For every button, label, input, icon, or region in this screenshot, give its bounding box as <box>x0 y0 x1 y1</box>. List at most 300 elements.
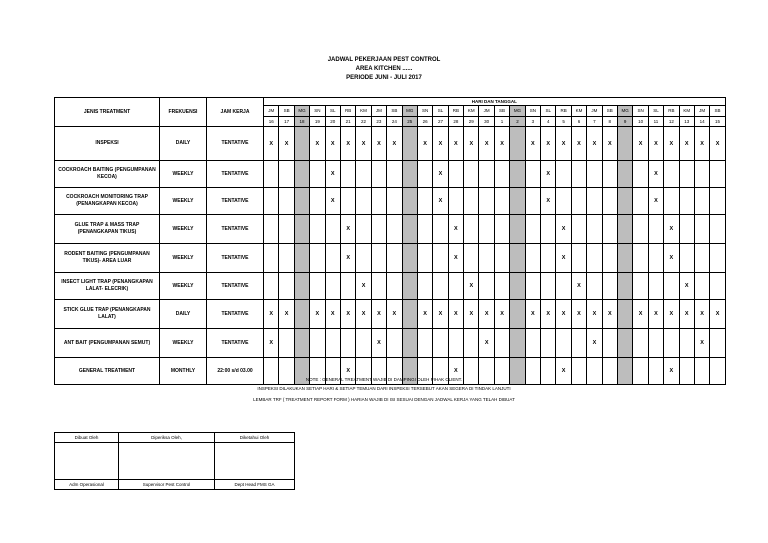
schedule-mark: X <box>387 127 402 161</box>
date-cell: 13 <box>679 116 694 126</box>
schedule-cell <box>525 188 540 215</box>
schedule-mark: X <box>264 329 279 358</box>
checked-by-label: Diperiksa Oleh, <box>119 433 215 443</box>
schedule-mark: X <box>448 244 463 273</box>
schedule-cell <box>633 161 648 188</box>
schedule-cell <box>479 161 494 188</box>
date-cell: 18 <box>294 116 309 126</box>
date-cell: 20 <box>325 116 340 126</box>
day-name-cell: MG <box>617 106 632 116</box>
treatment-frequency: WEEKLY <box>160 215 207 244</box>
treatment-jam-kerja: TENTATIVE <box>207 273 264 300</box>
schedule-mark: X <box>664 127 679 161</box>
schedule-mark: X <box>325 161 340 188</box>
schedule-cell <box>556 161 571 188</box>
date-cell: 9 <box>617 116 632 126</box>
schedule-mark: X <box>541 300 556 329</box>
schedule-cell <box>648 329 663 358</box>
schedule-mark: X <box>602 300 617 329</box>
schedule-cell <box>294 244 309 273</box>
schedule-mark: X <box>556 215 571 244</box>
schedule-mark: X <box>664 244 679 273</box>
date-cell: 15 <box>710 116 725 126</box>
day-name-cell: RB <box>556 106 571 116</box>
schedule-cell <box>556 273 571 300</box>
schedule-cell <box>448 329 463 358</box>
schedule-cell <box>679 161 694 188</box>
schedule-mark: X <box>479 300 494 329</box>
date-cell: 10 <box>633 116 648 126</box>
schedule-mark: X <box>371 329 386 358</box>
schedule-cell <box>679 188 694 215</box>
schedule-mark: X <box>340 127 355 161</box>
schedule-cell <box>310 273 325 300</box>
schedule-cell <box>710 273 725 300</box>
date-cell: 16 <box>264 116 279 126</box>
day-name-cell: SN <box>417 106 432 116</box>
schedule-cell <box>510 273 525 300</box>
treatment-row <box>55 127 726 161</box>
schedule-mark: X <box>710 127 725 161</box>
schedule-cell <box>479 215 494 244</box>
schedule-cell <box>617 273 632 300</box>
schedule-mark: X <box>340 215 355 244</box>
schedule-cell <box>294 329 309 358</box>
schedule-mark: X <box>494 127 509 161</box>
schedule-mark: X <box>417 127 432 161</box>
schedule-mark: X <box>417 300 432 329</box>
day-name-cell: SB <box>279 106 294 116</box>
signature-space-row <box>55 443 295 480</box>
schedule-mark: X <box>679 127 694 161</box>
schedule-cell <box>694 188 709 215</box>
schedule-cell <box>340 188 355 215</box>
col-treatment-header: JENIS TREATMENT <box>55 98 160 127</box>
schedule-cell <box>325 273 340 300</box>
treatment-name: GLUE TRAP & MASS TRAP (PENANGKAPAN TIKUS) <box>55 215 160 244</box>
schedule-mark: X <box>479 329 494 358</box>
schedule-cell <box>387 273 402 300</box>
schedule-mark: X <box>664 215 679 244</box>
known-by-signature-space <box>215 443 295 480</box>
made-by-role: Adm Operasional <box>55 480 119 490</box>
schedule-cell <box>556 188 571 215</box>
schedule-cell <box>664 273 679 300</box>
day-name-cell: SB <box>387 106 402 116</box>
treatment-name: COCKROACH MONITORING TRAP (PENANGKAPAN KECOA) <box>55 188 160 215</box>
schedule-mark: X <box>648 300 663 329</box>
schedule-cell <box>679 215 694 244</box>
treatment-frequency: DAILY <box>160 300 207 329</box>
schedule-cell <box>479 273 494 300</box>
schedule-mark: X <box>541 161 556 188</box>
schedule-cell <box>664 188 679 215</box>
schedule-mark: X <box>448 358 463 385</box>
schedule-mark: X <box>556 127 571 161</box>
treatment-row <box>55 215 726 244</box>
schedule-mark: X <box>664 300 679 329</box>
schedule-mark: X <box>541 188 556 215</box>
schedule-cell <box>402 188 417 215</box>
schedule-mark: X <box>525 300 540 329</box>
schedule-table <box>54 97 726 385</box>
schedule-mark: X <box>340 300 355 329</box>
schedule-mark: X <box>648 127 663 161</box>
schedule-cell <box>356 161 371 188</box>
schedule-cell <box>264 215 279 244</box>
date-cell: 23 <box>371 116 386 126</box>
schedule-cell <box>510 127 525 161</box>
treatment-jam-kerja: TENTATIVE <box>207 127 264 161</box>
date-cell: 28 <box>448 116 463 126</box>
schedule-mark: X <box>448 215 463 244</box>
date-cell: 14 <box>694 116 709 126</box>
schedule-cell <box>633 273 648 300</box>
schedule-cell <box>402 329 417 358</box>
schedule-mark: X <box>694 300 709 329</box>
hari-tanggal-header: HARI DAN TANGGAL <box>264 98 726 106</box>
day-name-cell: JM <box>371 106 386 116</box>
date-cell: 26 <box>417 116 432 126</box>
schedule-cell <box>294 127 309 161</box>
treatment-jam-kerja: TENTATIVE <box>207 329 264 358</box>
schedule-cell <box>310 188 325 215</box>
schedule-mark: X <box>479 127 494 161</box>
date-cell: 4 <box>541 116 556 126</box>
document-title: JADWAL PEKERJAAN PEST CONTROL <box>327 57 441 63</box>
schedule-cell <box>387 244 402 273</box>
day-name-cell: SB <box>494 106 509 116</box>
checked-by-role: Supervisor Pest Control <box>119 480 215 490</box>
schedule-cell <box>525 329 540 358</box>
schedule-cell <box>464 244 479 273</box>
day-name-cell: RB <box>664 106 679 116</box>
schedule-mark: X <box>556 300 571 329</box>
day-name-cell: SN <box>310 106 325 116</box>
schedule-mark: X <box>356 127 371 161</box>
schedule-cell <box>402 127 417 161</box>
schedule-cell <box>310 244 325 273</box>
day-name-cell: SL <box>541 106 556 116</box>
treatment-frequency: WEEKLY <box>160 329 207 358</box>
schedule-cell <box>264 188 279 215</box>
date-cell: 8 <box>602 116 617 126</box>
schedule-cell <box>417 161 432 188</box>
schedule-cell <box>371 188 386 215</box>
made-by-label: Dibuat Oleh <box>55 433 119 443</box>
schedule-cell <box>694 215 709 244</box>
schedule-cell <box>494 273 509 300</box>
schedule-cell <box>479 244 494 273</box>
day-name-cell: SL <box>325 106 340 116</box>
treatment-frequency: WEEKLY <box>160 188 207 215</box>
schedule-cell <box>602 161 617 188</box>
schedule-cell <box>417 273 432 300</box>
schedule-cell <box>356 244 371 273</box>
schedule-cell <box>294 273 309 300</box>
schedule-mark: X <box>602 127 617 161</box>
schedule-cell <box>340 273 355 300</box>
schedule-mark: X <box>571 273 586 300</box>
schedule-mark: X <box>556 358 571 385</box>
schedule-cell <box>340 161 355 188</box>
schedule-cell <box>510 329 525 358</box>
treatment-name: INSPEKSI <box>55 127 160 161</box>
schedule-mark: X <box>371 127 386 161</box>
schedule-cell <box>417 329 432 358</box>
schedule-cell <box>325 244 340 273</box>
schedule-mark: X <box>340 244 355 273</box>
schedule-cell <box>279 188 294 215</box>
schedule-cell <box>371 215 386 244</box>
schedule-mark: X <box>433 188 448 215</box>
schedule-cell <box>433 244 448 273</box>
schedule-cell <box>279 215 294 244</box>
treatment-row <box>55 329 726 358</box>
day-name-cell: MG <box>294 106 309 116</box>
treatment-row <box>55 188 726 215</box>
schedule-mark: X <box>648 161 663 188</box>
schedule-cell <box>340 329 355 358</box>
date-cell: 22 <box>356 116 371 126</box>
schedule-cell <box>602 215 617 244</box>
schedule-cell <box>279 161 294 188</box>
schedule-cell <box>387 161 402 188</box>
schedule-cell <box>387 188 402 215</box>
date-cell: 27 <box>433 116 448 126</box>
schedule-mark: X <box>340 358 355 385</box>
schedule-cell <box>617 161 632 188</box>
schedule-cell <box>617 244 632 273</box>
schedule-mark: X <box>325 188 340 215</box>
schedule-cell <box>602 329 617 358</box>
schedule-cell <box>417 188 432 215</box>
schedule-cell <box>664 161 679 188</box>
schedule-cell <box>525 273 540 300</box>
day-name-cell: KM <box>679 106 694 116</box>
schedule-cell <box>494 188 509 215</box>
schedule-mark: X <box>587 329 602 358</box>
schedule-cell <box>402 244 417 273</box>
treatment-frequency: WEEKLY <box>160 273 207 300</box>
schedule-cell <box>541 215 556 244</box>
treatment-row <box>55 161 726 188</box>
schedule-mark: X <box>448 127 463 161</box>
treatment-frequency: WEEKLY <box>160 244 207 273</box>
note-inspeksi: INSPEKSI DILAKUKAN SETIAP HARI & SETIAP TEMUAN DARI INSPEKSI TERSEBUT AKAN SEGERA DI TINDAK LANJUTI <box>257 386 511 391</box>
schedule-cell <box>448 161 463 188</box>
day-name-cell: SB <box>602 106 617 116</box>
treatment-name: COCKROACH BAITING (PENGUMPANAN KECOA) <box>55 161 160 188</box>
schedule-cell <box>617 215 632 244</box>
schedule-cell <box>679 329 694 358</box>
schedule-cell <box>387 215 402 244</box>
day-name-cell: JM <box>587 106 602 116</box>
schedule-cell <box>417 215 432 244</box>
day-name-cell: SL <box>433 106 448 116</box>
schedule-mark: X <box>464 127 479 161</box>
schedule-mark: X <box>279 127 294 161</box>
date-cell: 1 <box>494 116 509 126</box>
schedule-mark: X <box>494 300 509 329</box>
header-row-1 <box>55 98 726 106</box>
schedule-cell <box>448 273 463 300</box>
schedule-cell <box>494 215 509 244</box>
schedule-mark: X <box>356 300 371 329</box>
date-cell: 30 <box>479 116 494 126</box>
day-name-cell: SN <box>633 106 648 116</box>
date-cell: 2 <box>510 116 525 126</box>
signature-table <box>54 432 295 490</box>
schedule-mark: X <box>325 127 340 161</box>
schedule-cell <box>571 244 586 273</box>
schedule-mark: X <box>310 127 325 161</box>
day-name-cell: RB <box>448 106 463 116</box>
treatment-jam-kerja: 22:00 s/d 03.00 <box>207 358 264 385</box>
checked-by-signature-space <box>119 443 215 480</box>
day-name-cell: SN <box>525 106 540 116</box>
day-name-cell: RB <box>340 106 355 116</box>
period-title: PERIODE JUNI - JULI 2017 <box>346 75 422 81</box>
schedule-cell <box>402 161 417 188</box>
schedule-cell <box>464 215 479 244</box>
schedule-mark: X <box>310 300 325 329</box>
schedule-cell <box>633 188 648 215</box>
schedule-cell <box>356 329 371 358</box>
schedule-mark: X <box>587 127 602 161</box>
schedule-cell <box>325 215 340 244</box>
schedule-cell <box>371 161 386 188</box>
col-jam-header: JAM KERJA <box>207 98 264 127</box>
note-trf: LEMBAR TRF ( TREATMENT REPORT FORM ) HARIAN WAJIB DI ISI SESUAI DENGAN JADWAL KERJA YANG TELAH DIBUAT <box>253 397 515 402</box>
date-cell: 12 <box>664 116 679 126</box>
schedule-cell <box>264 161 279 188</box>
schedule-cell <box>617 300 632 329</box>
schedule-cell <box>294 188 309 215</box>
schedule-mark: X <box>433 127 448 161</box>
treatment-frequency: DAILY <box>160 127 207 161</box>
schedule-cell <box>510 300 525 329</box>
schedule-mark: X <box>556 244 571 273</box>
known-by-role: Dept Head FMS GA <box>215 480 295 490</box>
schedule-mark: X <box>694 127 709 161</box>
schedule-cell <box>633 215 648 244</box>
date-cell: 5 <box>556 116 571 126</box>
day-name-cell: MG <box>510 106 525 116</box>
schedule-mark: X <box>464 300 479 329</box>
treatment-name: STICK GLUE TRAP (PENANGKAPAN LALAT) <box>55 300 160 329</box>
schedule-cell <box>494 244 509 273</box>
schedule-cell <box>617 127 632 161</box>
date-cell: 19 <box>310 116 325 126</box>
schedule-cell <box>279 244 294 273</box>
made-by-signature-space <box>55 443 119 480</box>
schedule-cell <box>587 273 602 300</box>
schedule-mark: X <box>356 273 371 300</box>
schedule-cell <box>694 273 709 300</box>
schedule-cell <box>264 273 279 300</box>
schedule-cell <box>464 329 479 358</box>
day-name-cell: SL <box>648 106 663 116</box>
schedule-cell <box>587 161 602 188</box>
schedule-cell <box>710 329 725 358</box>
schedule-cell <box>679 244 694 273</box>
schedule-mark: X <box>633 300 648 329</box>
schedule-cell <box>587 215 602 244</box>
schedule-cell <box>710 215 725 244</box>
schedule-cell <box>433 329 448 358</box>
schedule-cell <box>602 273 617 300</box>
treatment-jam-kerja: TENTATIVE <box>207 161 264 188</box>
area-title: AREA KITCHEN ...... <box>355 66 413 72</box>
schedule-cell <box>556 329 571 358</box>
schedule-cell <box>617 188 632 215</box>
schedule-cell <box>694 161 709 188</box>
treatment-jam-kerja: TENTATIVE <box>207 215 264 244</box>
schedule-cell <box>294 161 309 188</box>
schedule-cell <box>710 244 725 273</box>
schedule-cell <box>402 273 417 300</box>
schedule-mark: X <box>633 127 648 161</box>
schedule-mark: X <box>679 273 694 300</box>
schedule-mark: X <box>325 300 340 329</box>
schedule-mark: X <box>664 358 679 385</box>
schedule-cell <box>510 244 525 273</box>
schedule-cell <box>402 215 417 244</box>
schedule-cell <box>648 273 663 300</box>
treatment-name: RODENT BAITING (PENGUMPANAN TIKUS)- AREA LUAR <box>55 244 160 273</box>
schedule-mark: X <box>264 300 279 329</box>
col-frekuensi-header: FREKUENSI <box>160 98 207 127</box>
schedule-mark: X <box>679 300 694 329</box>
schedule-mark: X <box>694 329 709 358</box>
schedule-cell <box>510 161 525 188</box>
schedule-cell <box>525 161 540 188</box>
schedule-mark: X <box>433 161 448 188</box>
schedule-cell <box>510 215 525 244</box>
day-name-cell: SB <box>710 106 725 116</box>
schedule-cell <box>279 329 294 358</box>
schedule-cell <box>494 161 509 188</box>
schedule-cell <box>541 273 556 300</box>
schedule-cell <box>648 215 663 244</box>
schedule-cell <box>433 273 448 300</box>
schedule-cell <box>541 244 556 273</box>
day-name-cell: KM <box>356 106 371 116</box>
treatment-jam-kerja: TENTATIVE <box>207 244 264 273</box>
treatment-jam-kerja: TENTATIVE <box>207 188 264 215</box>
schedule-cell <box>587 244 602 273</box>
schedule-cell <box>541 329 556 358</box>
schedule-cell <box>710 188 725 215</box>
day-name-cell: JM <box>264 106 279 116</box>
schedule-mark: X <box>571 300 586 329</box>
schedule-cell <box>648 244 663 273</box>
schedule-mark: X <box>541 127 556 161</box>
schedule-cell <box>387 329 402 358</box>
schedule-cell <box>494 329 509 358</box>
schedule-cell <box>264 244 279 273</box>
signature-role-row <box>55 480 295 490</box>
schedule-cell <box>294 300 309 329</box>
schedule-mark: X <box>387 300 402 329</box>
schedule-cell <box>525 244 540 273</box>
schedule-cell <box>310 329 325 358</box>
schedule-cell <box>433 215 448 244</box>
schedule-cell <box>310 215 325 244</box>
day-name-cell: JM <box>479 106 494 116</box>
date-cell: 6 <box>571 116 586 126</box>
